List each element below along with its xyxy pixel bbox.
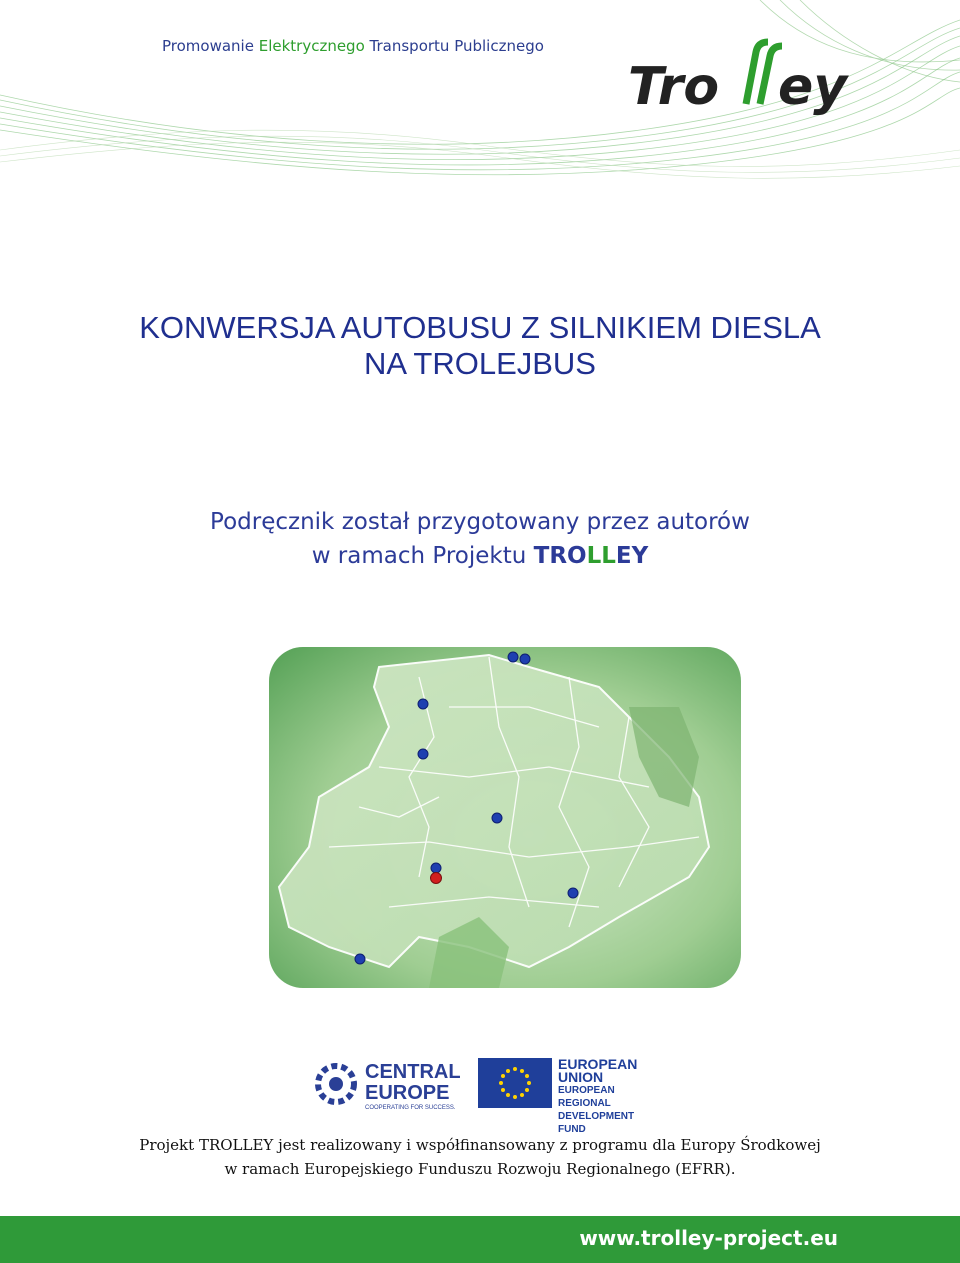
trolley-logo xyxy=(628,34,858,124)
footer-bar xyxy=(0,1216,960,1263)
funding-line-1: Projekt TROLLEY jest realizowany i współfinansowany z programu dla Europy Środkowej xyxy=(139,1136,821,1154)
brand-part-b: LL xyxy=(586,543,616,569)
ce-line2: EUROPE xyxy=(365,1082,450,1104)
map-pin-highlight xyxy=(431,873,442,884)
subtitle-line-2 xyxy=(0,539,960,573)
map-pin xyxy=(418,749,428,759)
map-pin xyxy=(508,652,518,662)
eu-fund-text xyxy=(558,1058,658,1136)
document-subtitle xyxy=(0,505,960,573)
map-pin xyxy=(431,863,441,873)
header-tagline xyxy=(162,37,544,55)
central-europe-logo xyxy=(310,1056,465,1112)
central-europe-map xyxy=(269,647,741,988)
map-pin xyxy=(568,888,578,898)
subtitle-line-2-prefix: w ramach Projektu xyxy=(311,543,534,569)
project-website-link[interactable]: www.trolley-project.eu xyxy=(579,1226,838,1250)
subtitle-line-1: Podręcznik został przygotowany przez autorów xyxy=(210,509,750,535)
eu-flag-icon xyxy=(478,1058,552,1108)
eu-line3: DEVELOPMENT FUND xyxy=(558,1111,635,1135)
eu-line2: EUROPEAN REGIONAL xyxy=(558,1085,615,1109)
map-pin xyxy=(520,654,530,664)
partner-logos xyxy=(310,1056,650,1135)
title-line-1: KONWERSJA AUTOBUSU Z SILNIKIEM DIESLA xyxy=(139,310,821,345)
tagline-highlight: Elektrycznego xyxy=(258,37,365,55)
ce-line1: CENTRAL xyxy=(365,1061,461,1083)
tagline-part2: Transportu Publicznego xyxy=(364,37,544,55)
funding-statement xyxy=(0,1133,960,1181)
document-title xyxy=(0,310,960,382)
map-pin xyxy=(492,813,502,823)
project-brand xyxy=(534,543,649,569)
ce-slogan: COOPERATING FOR SUCCESS. xyxy=(365,1105,456,1111)
map-graphic xyxy=(269,647,741,988)
title-line-2: NA TROLEJBUS xyxy=(363,346,596,381)
map-pin xyxy=(418,699,428,709)
map-pin xyxy=(355,954,365,964)
svg-text:Tro: Tro xyxy=(628,57,720,117)
funding-line-2: w ramach Europejskiego Funduszu Rozwoju Regionalnego (EFRR). xyxy=(224,1160,736,1178)
svg-text:ey: ey xyxy=(778,57,848,117)
eu-line1: EUROPEAN UNION xyxy=(558,1056,638,1085)
brand-part-a: TRO xyxy=(533,543,587,569)
tagline-part1: Promowanie xyxy=(162,37,259,55)
brand-part-c: EY xyxy=(615,543,649,569)
